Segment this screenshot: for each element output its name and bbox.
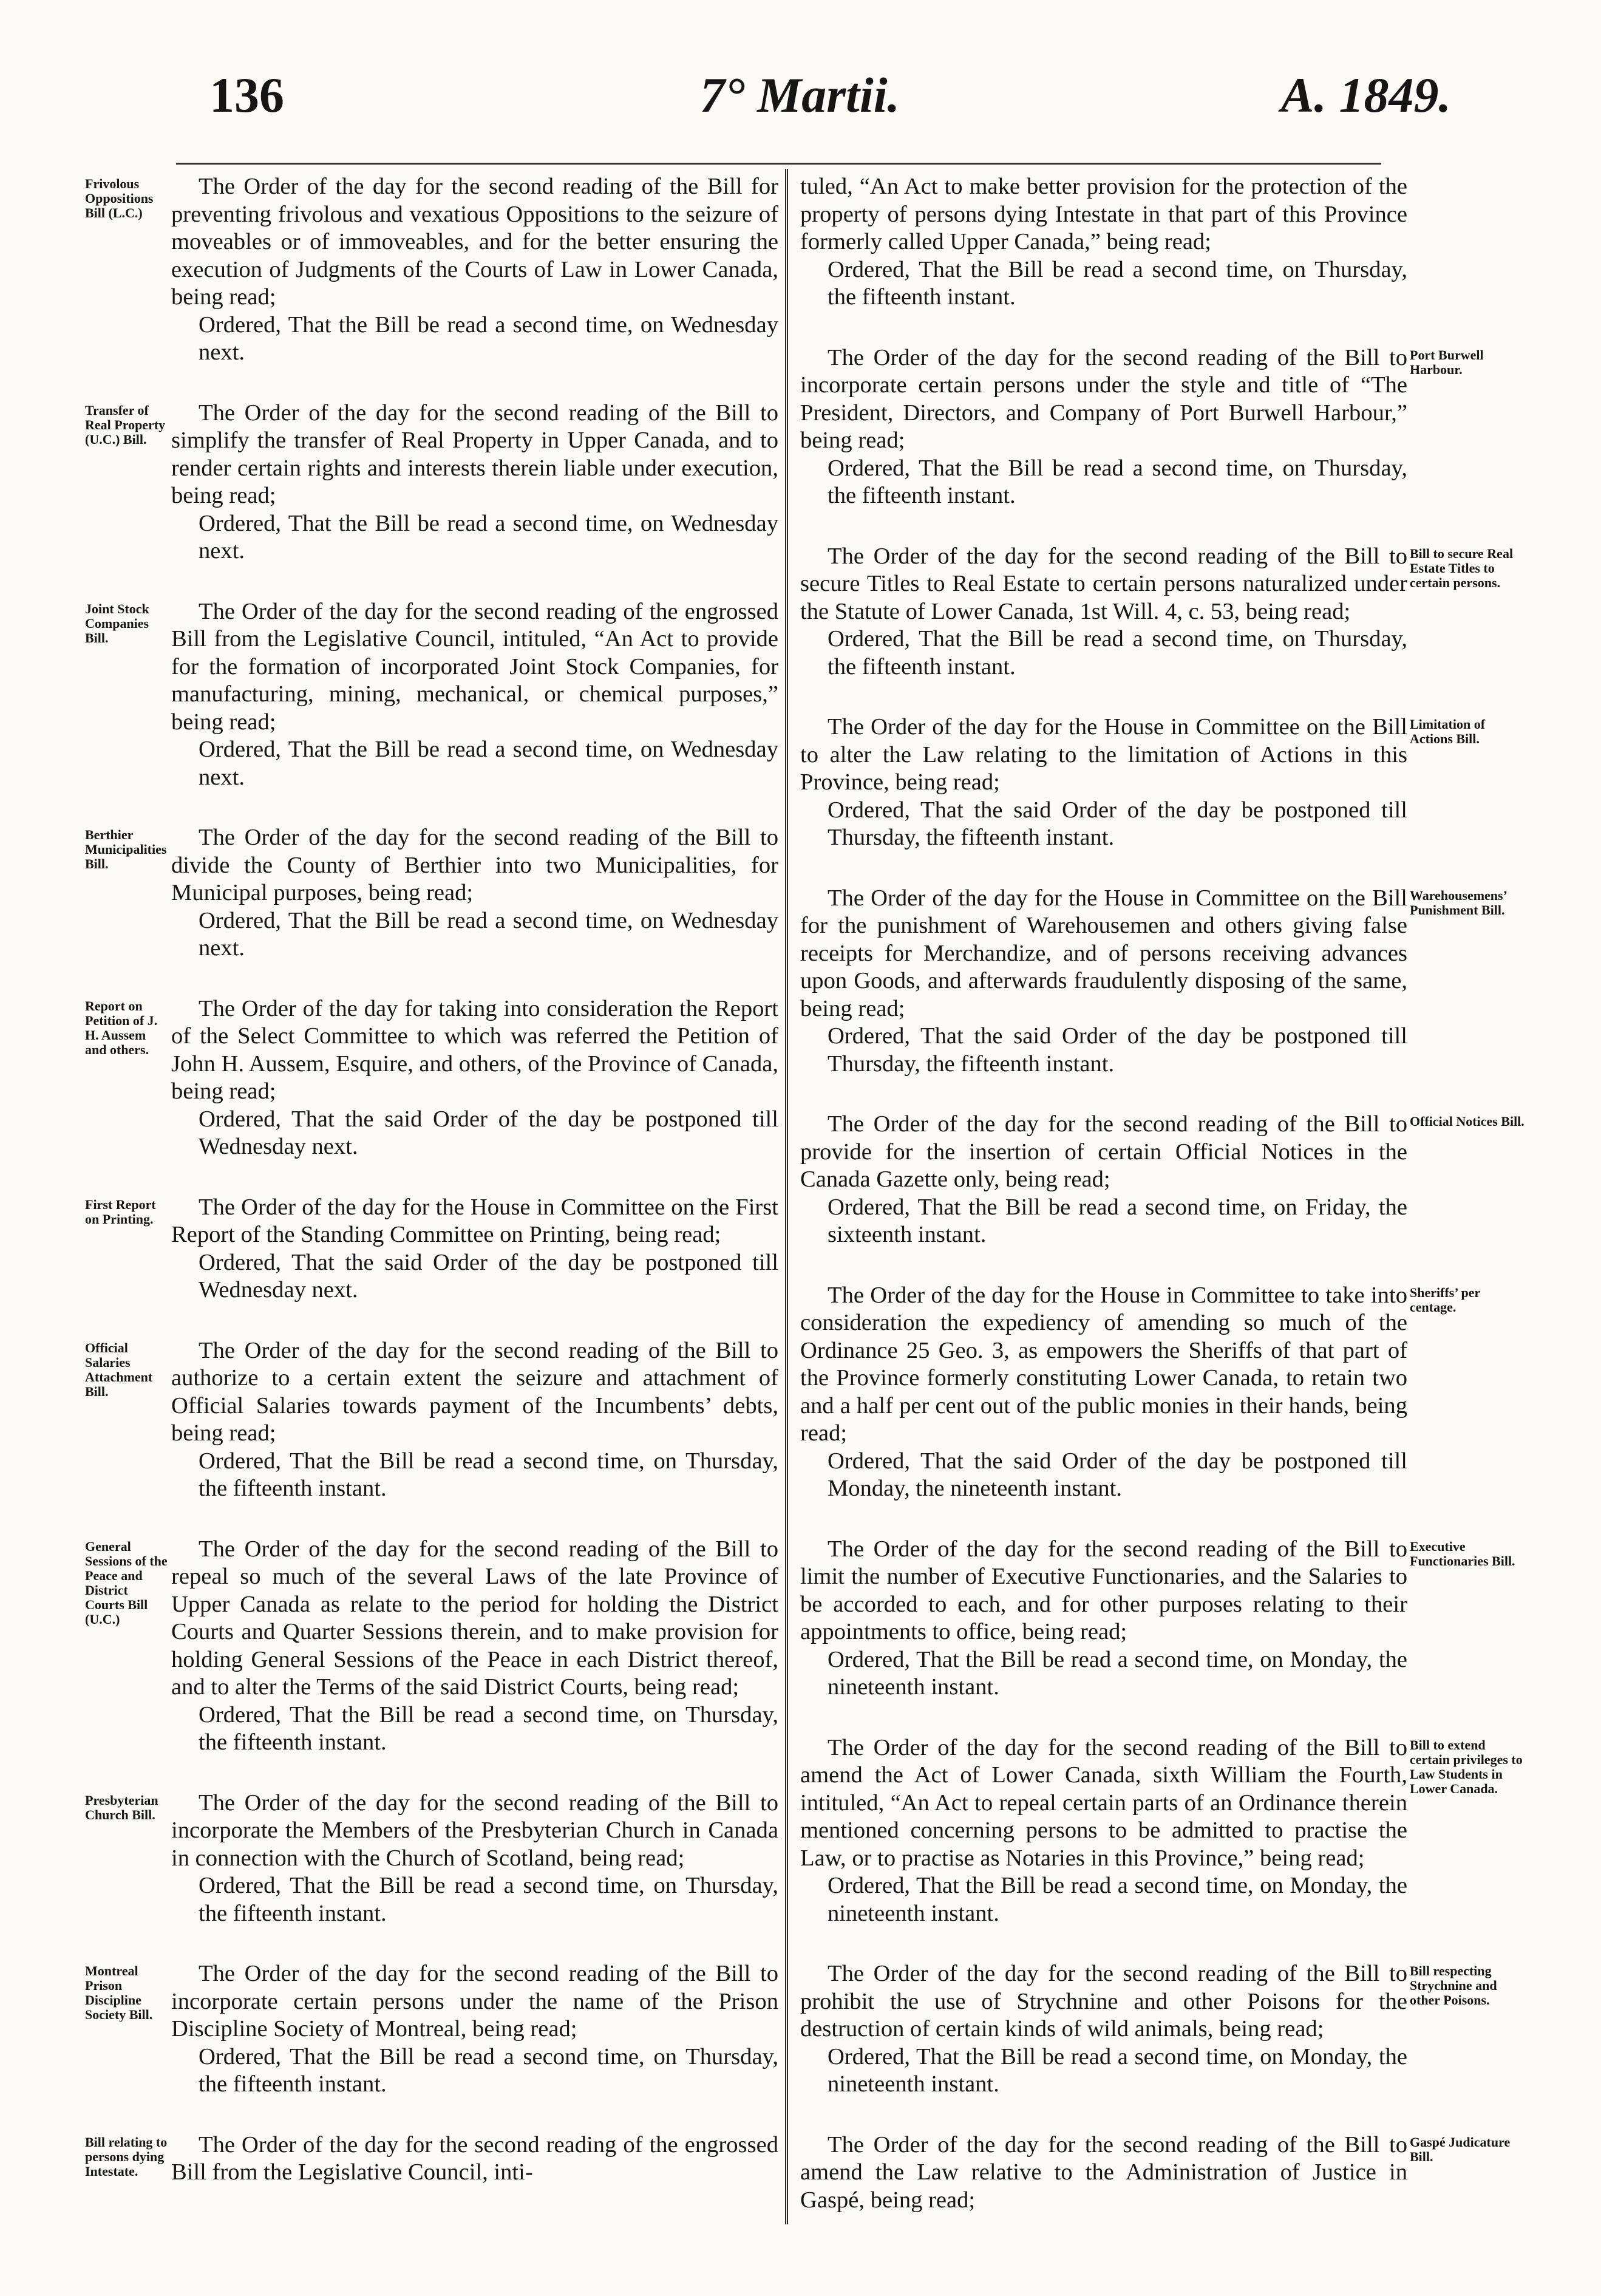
journal-entry — [800, 1111, 1525, 1249]
entry-text: The Order of the day for the House in Committee on the Bill to alter the Law relating to the limitation of Actions in this Province, being read; — [800, 714, 1407, 795]
journal-entry — [800, 543, 1514, 681]
ordered-text: Ordered, That the Bill be read a second time, on Thursday, the fifteenth instant. — [199, 2043, 778, 2097]
ordered-text: Ordered, That the Bill be read a second time, on Thursday, the fifteenth instant. — [828, 455, 1407, 508]
ordered-text: Ordered, That the Bill be read a second time, on Wednesday next. — [199, 737, 778, 790]
journal-entry — [85, 2131, 778, 2187]
header-rule — [176, 163, 1381, 165]
entry-text: The Order of the day for the second reading of the Bill for preventing frivolous and vexatious Oppositions to the seizure of moveables or of immoveables, and for the better ensuring the execution of Judgments of the Courts of Law in Lower Canada, being read; — [171, 174, 778, 310]
entry-text: The Order of the day for the second reading of the Bill to limit the number of Executive Functionaries, and the Salaries to be accorded to each, and for other purposes relating to their appointments to office, being read; — [800, 1536, 1407, 1644]
ordered-text: Ordered, That the Bill be read a second time, on Wednesday next. — [199, 510, 778, 564]
margin-note: Report on Petition of J. H. Aussem and others. — [85, 998, 158, 1057]
entry-text: The Order of the day for taking into consideration the Report of the Select Committee to which was referred the Petition of John H. Aussem, Esquire, and others, of the Province of Canada, being read; — [171, 995, 778, 1104]
journal-entry — [800, 2131, 1511, 2215]
ordered-text: Ordered, That the said Order of the day be postponed till Monday, the nineteenth instant. — [828, 1448, 1407, 1501]
journal-entry — [800, 885, 1507, 1078]
journal-entry — [85, 173, 778, 367]
journal-entry — [85, 1337, 778, 1503]
journal-entry — [800, 1282, 1480, 1503]
entry-text: The Order of the day for the second reading of the Bill to amend the Law relative to the Administration of Justice in Gaspé, being read; — [800, 2131, 1407, 2213]
right-column — [800, 173, 1525, 2247]
margin-note: Frivolous Oppositions Bill (L.C.) — [85, 176, 154, 220]
page-header — [88, 67, 1512, 134]
entry-text: The Order of the day for the House in Committee on the Bill for the punishment of Warehousemen and others giving false receipts for Merchandize, and of persons receiving advances upon Goods, and afterwards fraudulently disposing of the same, being read; — [800, 885, 1407, 1021]
margin-note: Official Salaries Attachment Bill. — [85, 1340, 153, 1399]
margin-note: First Report on Printing. — [85, 1196, 156, 1227]
journal-entry — [800, 1734, 1523, 1928]
entry-text: The Order of the day for the second reading of the Bill to incorporate certain persons under the style and title of “The President, Directors, and Company of Port Burwell Harbour,” being read; — [800, 344, 1407, 453]
entry-text: The Order of the day for the second reading of the Bill to authorize to a certain extent the seizure and attachment of Official Salaries towards payment of the Incumbents’ debts, being read; — [171, 1337, 778, 1446]
journal-entry — [800, 1536, 1515, 1702]
entry-text: The Order of the day for the second reading of the Bill to secure Titles to Real Estate to certain persons naturalized under the Statute of Lower Canada, 1st Will. 4, c. 53, being read; — [800, 543, 1407, 624]
column-divider — [785, 169, 788, 2224]
margin-note: Bill relating to persons dying Intestate. — [85, 2134, 168, 2179]
margin-note: Sheriffs’ per centage. — [1410, 1284, 1480, 1315]
entry-text: The Order of the day for the second reading of the Bill to incorporate certain persons under the name of the Prison Discipline Society of Montreal, being read; — [171, 1961, 778, 2042]
ordered-text: Ordered, That the said Order of the day be postponed till Wednesday next. — [199, 1249, 778, 1303]
page-title: 7° Martii. — [700, 67, 900, 123]
margin-note: Joint Stock Companies Bill. — [85, 601, 149, 646]
entry-text: The Order of the day for the second reading of the Bill to divide the County of Berthier into two Municipalities, for Municipal purposes, being read; — [171, 825, 778, 905]
journal-entry — [800, 344, 1484, 510]
entry-text: The Order of the day for the second reading of the engrossed Bill from the Legislative Council, inti- — [171, 2131, 778, 2185]
ordered-text: Ordered, That the Bill be read a second time, on Monday, the nineteenth instant. — [828, 1646, 1407, 1700]
margin-note: Bill to secure Real Estate Titles to certain persons. — [1410, 545, 1514, 590]
ordered-text: Ordered, That the said Order of the day be postponed till Thursday, the fifteenth instant. — [828, 797, 1407, 850]
ordered-text: Ordered, That the Bill be read a second time, on Friday, the sixteenth instant. — [828, 1194, 1407, 1247]
entry-text: The Order of the day for the second reading of the engrossed Bill from the Legislative Council, intituled, “An Act to provide for the formation of incorporated Joint Stock Companies, for manufacturing, mining, mechanical, or chemical purposes,” being read; — [171, 598, 778, 735]
margin-note: Bill to extend certain privileges to Law Students in Lower Canada. — [1410, 1737, 1523, 1796]
entry-text: The Order of the day for the second reading of the Bill to prohibit the use of Strychnine and other Poisons for the destruction of certain kinds of wild animals, being read; — [800, 1961, 1407, 2042]
margin-note: Warehousemens’ Punishment Bill. — [1410, 887, 1507, 918]
journal-entry — [800, 1960, 1497, 2099]
ordered-text: Ordered, That the Bill be read a second time, on Thursday, the fifteenth instant. — [199, 1702, 778, 1755]
entry-text: The Order of the day for the second reading of the Bill to repeal so much of the several Laws of the late Province of Upper Canada as relate to the period for holding the District Courts and Quarter Sessions therein, and to make provision for holding General Sessions of the Peace in each District thereof, and to alter the Terms of the said District Courts, being read; — [171, 1536, 778, 1700]
journal-entry — [85, 1960, 778, 2099]
margin-note: Official Notices Bill. — [1410, 1114, 1525, 1129]
margin-note: Limitation of Actions Bill. — [1410, 717, 1486, 746]
margin-note: Berthier Municipalities Bill. — [85, 827, 167, 871]
ordered-text: Ordered, That the Bill be read a second time, on Wednesday next. — [199, 907, 778, 961]
entry-text: The Order of the day for the second reading of the Bill to provide for the insertion of certain Official Notices in the Canada Gazette only, being read; — [800, 1111, 1407, 1192]
margin-note: Bill respecting Strychnine and other Poisons. — [1410, 1963, 1497, 2008]
margin-note: Gaspé Judicature Bill. — [1410, 2134, 1511, 2164]
page-year: A. 1849. — [1280, 67, 1451, 123]
margin-note: General Sessions of the Peace and District Courts Bill (U.C.) — [85, 1538, 168, 1627]
entry-text: The Order of the day for the second reading of the Bill to incorporate the Members of the Presbyterian Church in Canada in connection with the Church of Scotland, being read; — [171, 1790, 778, 1871]
margin-note: Transfer of Real Property (U.C.) Bill. — [85, 402, 166, 447]
ordered-text: Ordered, That the Bill be read a second time, on Thursday, the fifteenth instant. — [199, 1873, 778, 1926]
journal-entry — [85, 824, 778, 962]
journal-entry — [800, 714, 1486, 852]
entry-text: tuled, “An Act to make better provision for the protection of the property of persons dying Intestate in that part of this Province formerly called Upper Canada,” being read; — [800, 174, 1407, 254]
journal-entry — [85, 1536, 778, 1757]
journal-entry — [85, 995, 778, 1161]
journal-entry — [85, 1194, 778, 1304]
ordered-text: Ordered, That the said Order of the day be postponed till Thursday, the fifteenth instant. — [828, 1023, 1407, 1077]
entry-text: The Order of the day for the second reading of the Bill to amend the Act of Lower Canada, sixth William the Fourth, intituled, “An Act to repeal certain parts of an Ordinance therein mentioned concerning persons to be admitted to practise the Law, or to practise as Notaries in this Province,” being read; — [800, 1734, 1407, 1871]
journal-entry — [85, 1790, 778, 1928]
margin-note: Montreal Prison Discipline Society Bill. — [85, 1963, 153, 2022]
ordered-text: Ordered, That the Bill be read a second time, on Wednesday next. — [199, 312, 778, 365]
ordered-text: Ordered, That the said Order of the day be postponed till Wednesday next. — [199, 1106, 778, 1159]
journal-entry — [800, 173, 1407, 312]
journal-entry — [85, 400, 778, 565]
entry-text: The Order of the day for the House in Committee on the First Report of the Standing Committee on Printing, being read; — [171, 1194, 778, 1247]
entry-text: The Order of the day for the second reading of the Bill to simplify the transfer of Real Property in Upper Canada, and to render certain rights and interests therein liable under execution, being read; — [171, 400, 778, 508]
ordered-text: Ordered, That the Bill be read a second time, on Thursday, the fifteenth instant. — [828, 626, 1407, 680]
page-number: 136 — [209, 67, 284, 123]
margin-note: Port Burwell Harbour. — [1410, 347, 1484, 377]
ordered-text: Ordered, That the Bill be read a second time, on Monday, the nineteenth instant. — [828, 1873, 1407, 1926]
margin-note: Executive Functionaries Bill. — [1410, 1538, 1515, 1569]
ordered-text: Ordered, That the Bill be read a second time, on Thursday, the fifteenth instant. — [199, 1448, 778, 1501]
ordered-text: Ordered, That the Bill be read a second time, on Thursday, the fifteenth instant. — [828, 256, 1407, 310]
left-column — [85, 173, 778, 2219]
ordered-text: Ordered, That the Bill be read a second time, on Monday, the nineteenth instant. — [828, 2043, 1407, 2097]
journal-entry — [85, 598, 778, 792]
entry-text: The Order of the day for the House in Committee to take into consideration the expediency of amending so much of the Ordinance 25 Geo. 3, as empowers the Sheriffs of that part of the Province formerly constituting Lower Canada, to retain two and a half per cent out of the public monies in their hands, being read; — [800, 1282, 1407, 1446]
margin-note: Presbyterian Church Bill. — [85, 1792, 158, 1822]
